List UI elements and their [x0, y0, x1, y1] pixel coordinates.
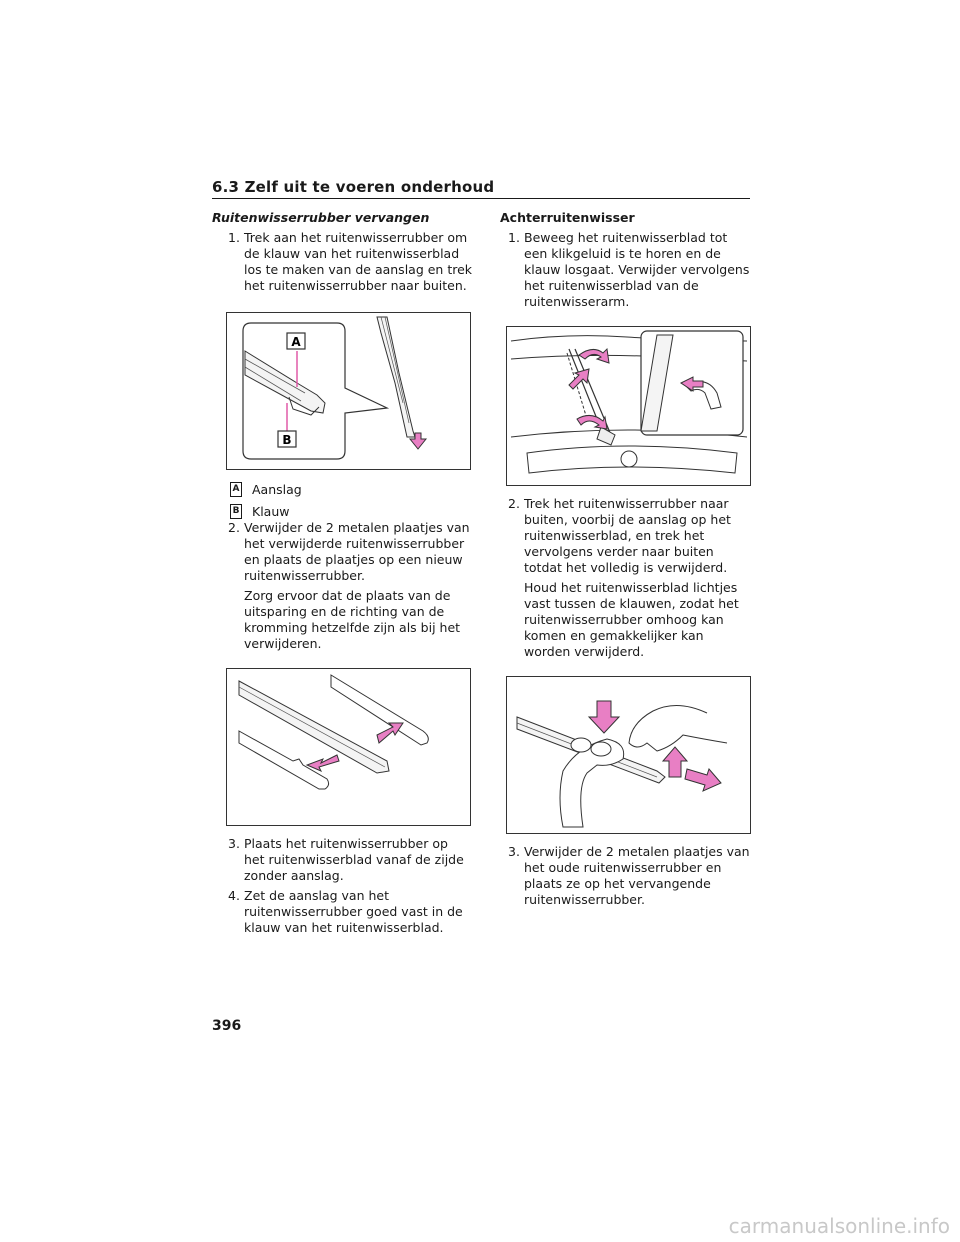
step-number: 3. — [228, 836, 240, 851]
right-column-top — [500, 210, 752, 314]
legend-letter: B — [230, 504, 242, 519]
page-number: 396 — [212, 1018, 242, 1034]
left-column-mid — [228, 520, 472, 656]
left-column-top — [212, 210, 473, 298]
figure-pull-rubber-out — [506, 676, 751, 834]
step-note: Zorg ervoor dat de plaats van de uitsparing en de richting van de kromming hetzelfde zijn als bij het verwijderen. — [244, 588, 461, 651]
right-step-2 — [508, 496, 752, 660]
step-text: Plaats het ruitenwisserrubber op het ruitenwisserblad vanaf de zijde zonder aanslag. — [244, 836, 464, 883]
right-section-title: Achterruitenwisser — [500, 210, 635, 225]
fig1-label-a: A — [291, 335, 301, 349]
step-number: 2. — [228, 520, 240, 535]
figure-rear-wiper-removal — [506, 326, 751, 486]
step-text: Beweeg het ruitenwisserblad tot een klikgeluid is te horen en de klauw losgaat. Verwijder vervolgens het ruitenwisserblad van de ruitenwisserarm. — [524, 230, 750, 309]
legend-letter: A — [230, 482, 242, 497]
right-step-3 — [508, 844, 752, 908]
step-number: 2. — [508, 496, 520, 511]
step-note: Houd het ruitenwisserblad lichtjes vast tussen de klauwen, zodat het ruitenwisserrubber omhoog kan komen en gemakkelijker kan worden verwijderd. — [524, 580, 739, 659]
left-section-title: Ruitenwisserrubber vervangen — [212, 210, 430, 225]
step-number: 3. — [508, 844, 520, 859]
legend-item — [230, 500, 302, 522]
legend-text: Klauw — [252, 503, 290, 519]
step-number: 1. — [228, 230, 240, 245]
wiper-rubber-illustration — [227, 313, 470, 469]
right-column-bottom — [508, 844, 752, 912]
step-text: Zet de aanslag van het ruitenwisserrubber goed vast in de klauw van het ruitenwisserblad. — [244, 888, 463, 935]
step-number: 1. — [508, 230, 520, 245]
watermark: carmanualsonline.info — [728, 1214, 950, 1238]
header-rule — [212, 198, 750, 199]
step-text: Trek aan het ruitenwisserrubber om de klauw van het ruitenwisserblad los te maken van de aanslag en trek het ruitenwisserrubber naar buiten. — [244, 230, 473, 293]
right-step-1 — [508, 230, 752, 310]
legend-text: Aanslag — [252, 481, 302, 497]
step-text: Verwijder de 2 metalen plaatjes van het verwijderde ruitenwisserrubber en plaats de plaatjes op een nieuw ruitenwisserrubber. — [244, 520, 470, 583]
left-step-1 — [228, 230, 472, 294]
left-step-3 — [228, 836, 472, 884]
left-column-bottom — [228, 836, 472, 940]
legend-item — [230, 478, 302, 500]
step-number: 4. — [228, 888, 240, 903]
rear-wiper-illustration — [507, 327, 750, 485]
left-step-4 — [228, 888, 472, 936]
figure-metal-plates — [226, 668, 471, 826]
step-text: Verwijder de 2 metalen plaatjes van het oude ruitenwisserrubber en plaats ze op het vervangende ruitenwisserrubber. — [524, 844, 750, 907]
section-header-title: 6.3 Zelf uit te voeren onderhoud — [212, 178, 495, 196]
left-step-2 — [228, 520, 472, 652]
step-text: Trek het ruitenwisserrubber naar buiten, voorbij de aanslag op het ruitenwisserblad, en trek het vervolgens verder naar buiten totdat het volledig is verwijderd. — [524, 496, 731, 575]
figure-legend — [230, 478, 302, 522]
fig1-label-b: B — [282, 433, 292, 447]
figure-wiper-rubber-stopper — [226, 312, 471, 470]
hands-pulling-rubber-illustration — [507, 677, 750, 833]
right-column-mid — [508, 496, 752, 664]
metal-plates-illustration — [227, 669, 470, 825]
